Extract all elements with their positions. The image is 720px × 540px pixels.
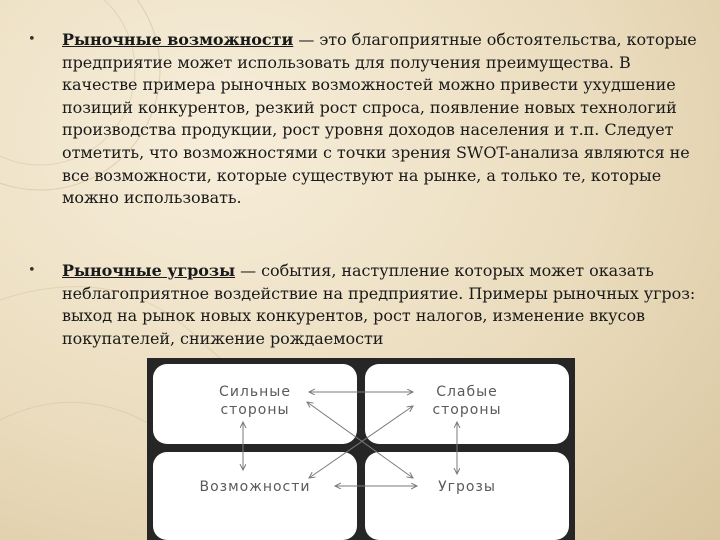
swot-diagram xyxy=(147,358,575,540)
label-weaknesses-1: Слабые xyxy=(436,384,498,400)
bullet-text xyxy=(62,260,698,350)
bullet-text xyxy=(62,29,698,210)
label-strengths-1: Сильные xyxy=(219,384,291,400)
label-threats: Угрозы xyxy=(438,479,496,495)
term-opportunities: Рыночные возможности xyxy=(62,30,294,49)
label-strengths-2: стороны xyxy=(220,402,290,418)
bullet-marker: • xyxy=(28,263,36,278)
cell-opportunities xyxy=(153,452,357,540)
bullet-market-threats xyxy=(28,260,698,350)
bullet-marker: • xyxy=(28,32,36,47)
definition-threats: — события, наступление которых может оказать неблагоприятное воздействие на предприятие. Примеры рыночных угроз: выход на рынок новых конкурентов, рост налогов, изменение вкусов покупателей, снижение рождаемости xyxy=(62,261,696,348)
term-threats: Рыночные угрозы xyxy=(62,261,236,280)
label-weaknesses-2: стороны xyxy=(432,402,502,418)
label-opportunities: Возможности xyxy=(199,479,311,495)
definition-opportunities: — это благоприятные обстоятельства, которые предприятие может использовать для получения преимущества. В качестве примера рыночных возможностей можно привести ухудшение позиций конкурентов, резкий рост спроса, появление новых технологий производства продукции, рост уровня доходов населения и т.п. Следует отметить, что возможностями с точки зрения SWOT-анализа являются не все возможности, которые существуют на рынке, а только те, которые можно использовать. xyxy=(62,30,697,208)
bullet-market-opportunities xyxy=(28,29,698,210)
